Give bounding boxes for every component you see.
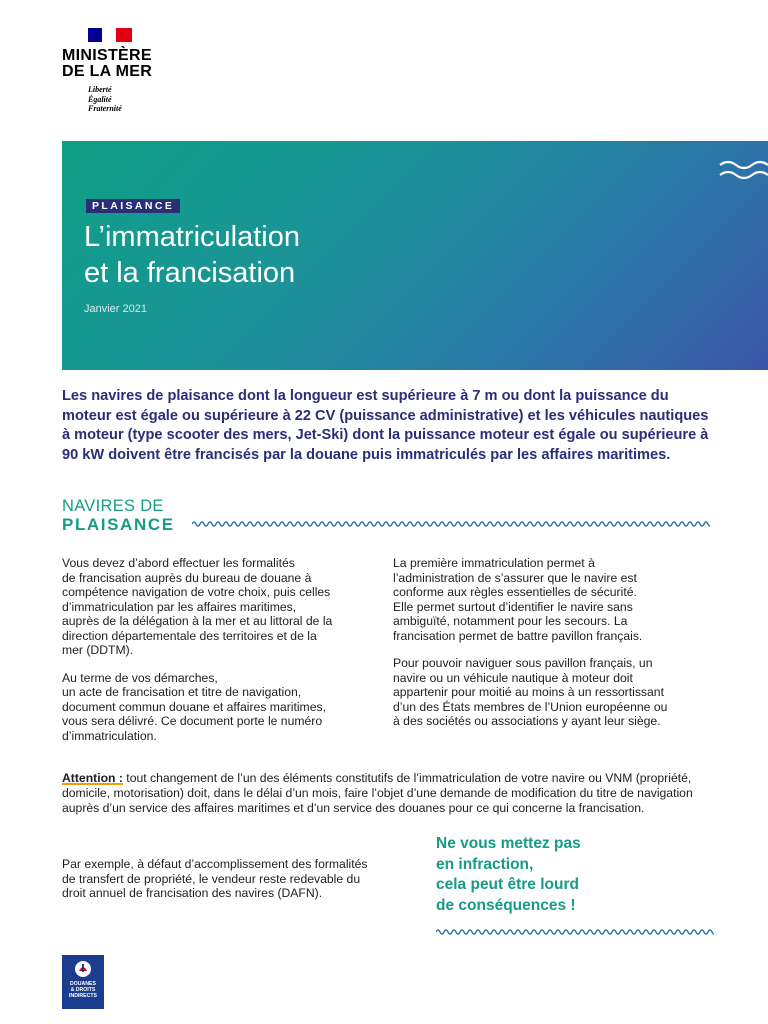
intro-paragraph: Les navires de plaisance dont la longueur est supérieure à 7 m ou dont la puissance du moteur est égale ou supérieure à 22 CV (puissance administrative) et les véhicules nautiques à moteur (type scooter des mers, Jet-Ski) dont la puissance moteur est égale ou supérieure à 90 kW doivent être francisés par la douane puis immatriculés par les affaires maritimes. [62, 388, 709, 463]
wave-divider-icon [436, 927, 714, 937]
customs-emblem-icon [74, 960, 92, 978]
attention-notice [62, 771, 712, 816]
section-heading [62, 497, 192, 535]
attention-label: Attention : [62, 771, 123, 785]
paragraph: Vous devez d’abord effectuer les formalités de francisation auprès du bureau de douane à compétence navigation de votre choix, puis celles d’immatriculation par les affaires maritimes, auprès de la délégation à la mer et au littoral de la direction départementale des territoires et de la mer (DDTM). [62, 556, 333, 657]
attention-text: tout changement de l’un des éléments constitutifs de l’immatriculation de votre navire ou VNM (propriété, domicile, motorisation) doit, dans le délai d’un mois, faire l’objet d’une demande de modification du titre de navigation auprès d’un service des affaires maritimes et d’un service des douanes pour ce qui concerne la francisation. [62, 771, 693, 815]
publication-date: Janvier 2021 [84, 303, 147, 315]
wave-divider-icon [192, 519, 710, 529]
waves-icon [718, 157, 768, 185]
paragraph: La première immatriculation permet à l’administration de s’assurer que le navire est conforme aux règles essentielles de sécurité. Elle permet surtout d’identifier le navire sans ambiguïté, notamment pour les secours. La francisation permet de battre pavillon français. [393, 556, 643, 643]
paragraph: Pour pouvoir naviguer sous pavillon français, un navire ou un véhicule nautique à moteur doit appartenir pour moitié au moins à un ressortissant d’un des États membres de l’Union européenne ou à des sociétés ou associations y ayant leur siège. [393, 656, 668, 728]
left-column [62, 556, 380, 756]
section-heading-line1: NAVIRES DE [62, 497, 164, 515]
customs-logo-text: DOUANES & DROITS INDIRECTS [69, 981, 97, 999]
customs-logo [62, 955, 104, 1009]
ministry-name: MINISTÈRE DE LA MER [62, 47, 153, 80]
section-heading-line2: PLAISANCE [62, 515, 175, 534]
warning-callout: Ne vous mettez pas en infraction, cela peut être lourd de conséquences ! [436, 835, 581, 914]
republic-motto: Liberté Égalité Fraternité [88, 85, 122, 113]
category-tag: PLAISANCE [86, 199, 180, 213]
paragraph: Au terme de vos démarches, un acte de francisation et titre de navigation, document commun douane et affaires maritimes, vous sera délivré. Ce document porte le numéro d’immatriculation. [62, 670, 326, 743]
marianne-flag-icon [88, 28, 132, 42]
hero-banner [62, 141, 768, 370]
page-title: L’immatriculation et la francisation [84, 221, 300, 289]
right-column [393, 556, 713, 742]
example-paragraph: Par exemple, à défaut d’accomplissement des formalités de transfert de propriété, le vendeur reste redevable du droit annuel de francisation des navires (DAFN). [62, 857, 368, 900]
